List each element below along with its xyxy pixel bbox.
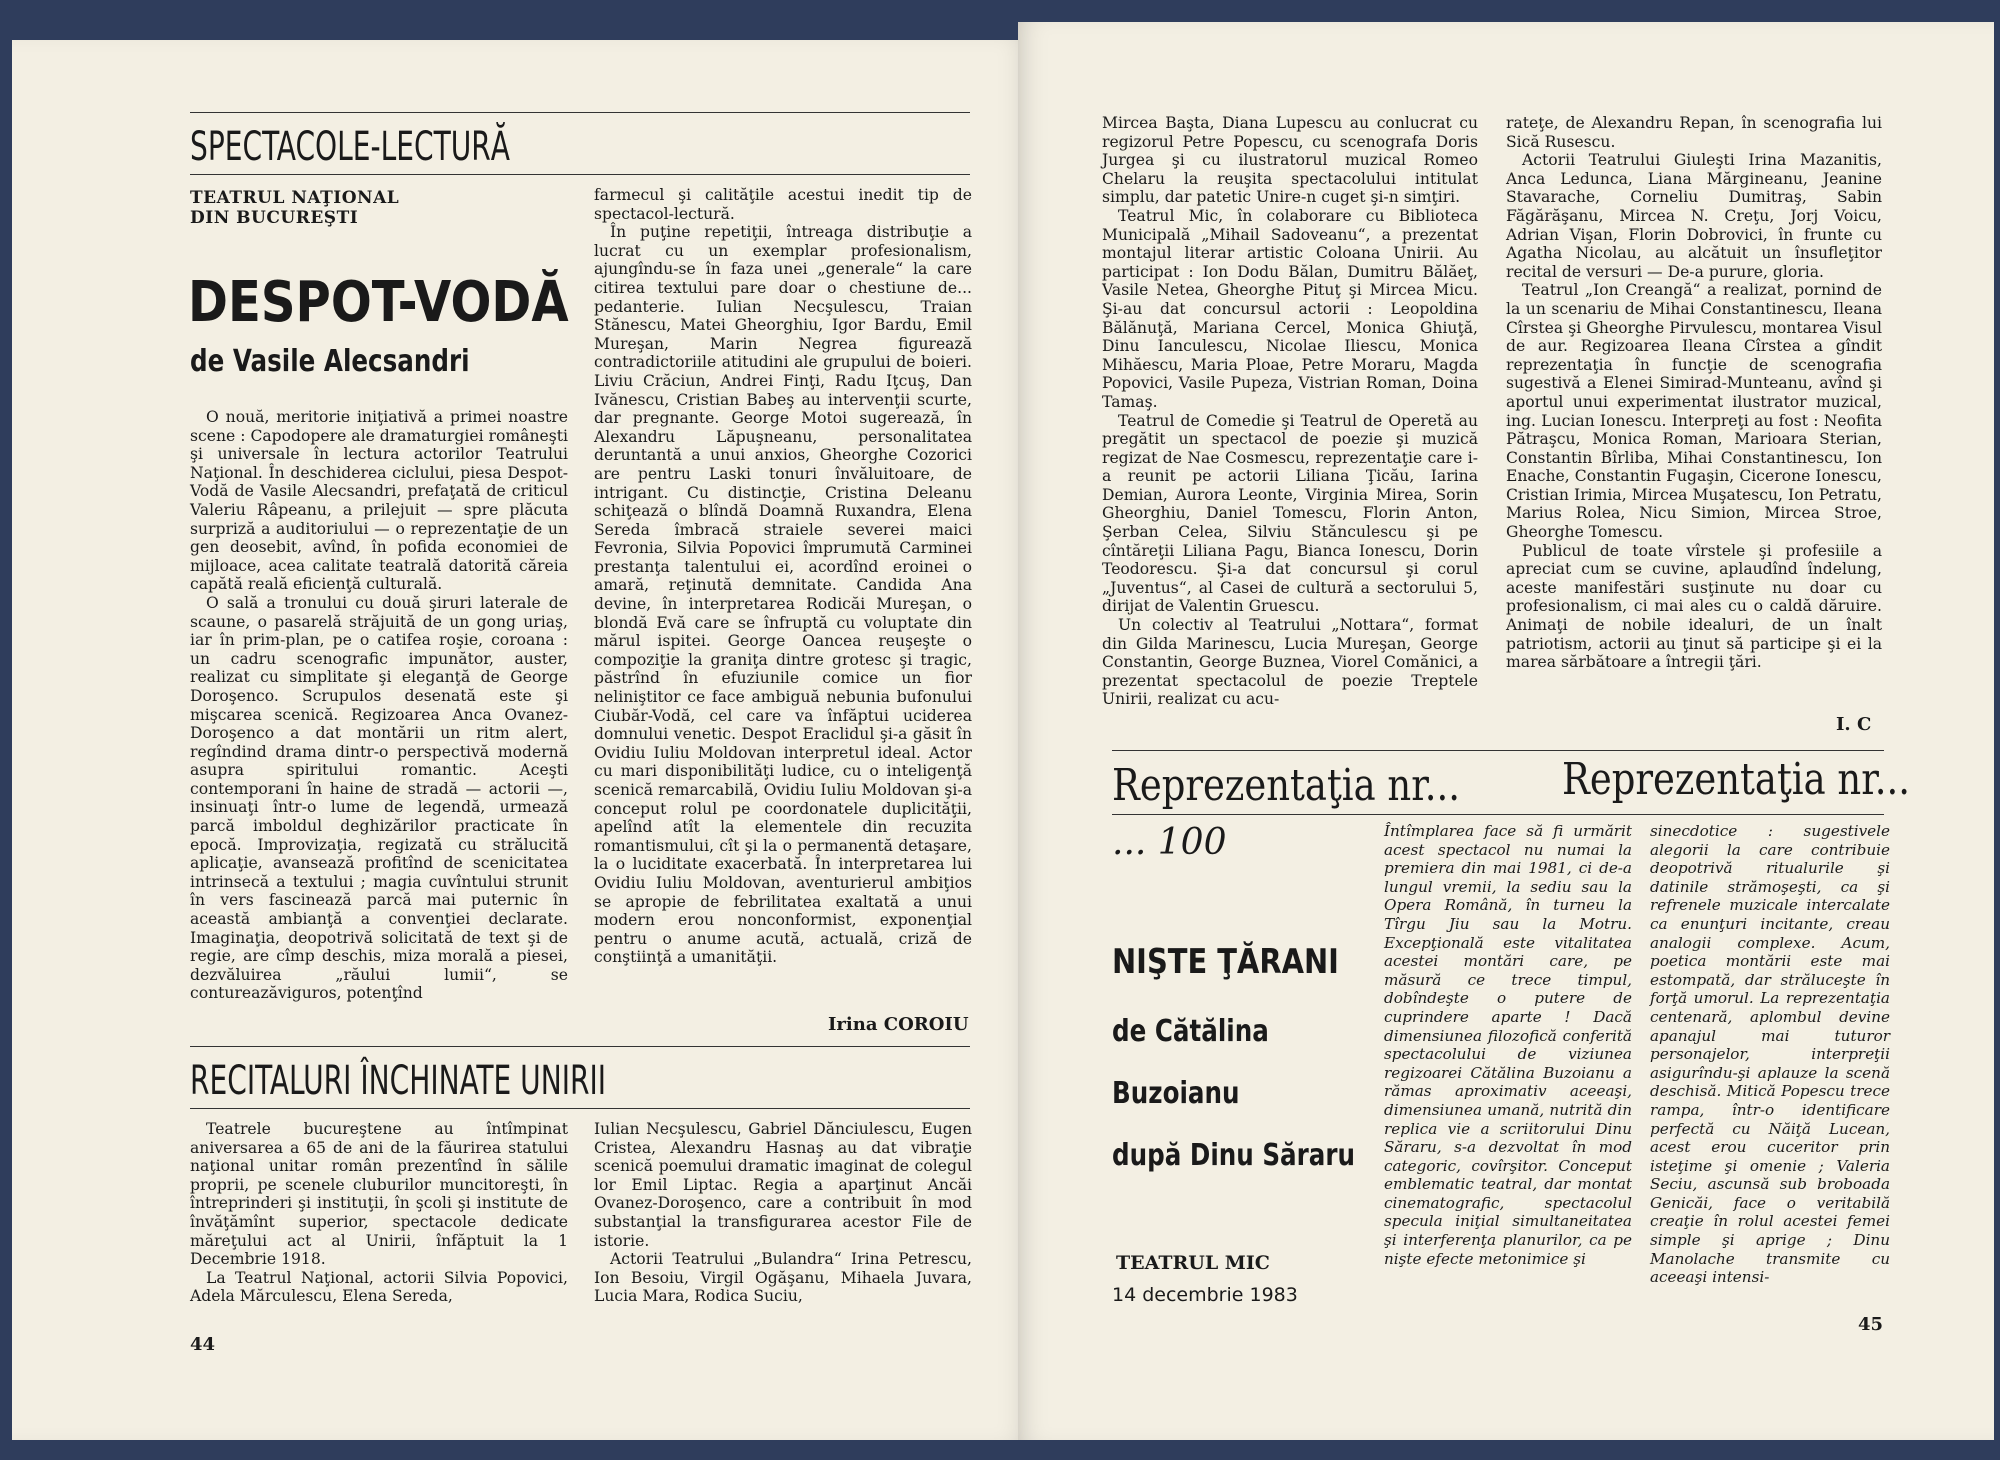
- paragraph: farmecul şi calităţile acestui inedit tip de spectacol-lectură.: [594, 186, 972, 223]
- paragraph: În puţine repetiţii, întreaga distribuţie a lucrat cu un exemplar profesionalism, ajungîndu-se în faza unei „generale“ la care citirea textului pare doar o chestiune de... pedanterie. Iulian Necşulescu, Traian Stănescu, Matei Gheorghiu, Igor Bardu, Emil Mureşan, Marin Negrea figurează contradictoriile atitudini ale grupului de boieri. Liviu Crăciun, Andrei Finţi, Radu Iţcuş, Dan Ivănescu, Cristian Babeş au intervenţii scurte, dar pregnante. George Motoi sugerează, în Alexandru Lăpuşneanu, personalitatea deruntantă a unui anxios, Gheorghe Cozorici are pentru Laski tonuri învăluitoare, de intrigant. Cu distincţie, Cristina Deleanu schiţează o blîndă Doamnă Ruxandra, Elena Sereda îmbracă straiele severei maici Fevronia, Silvia Popovici împrumută Carminei prestanţa talentului ei, acordînd eroinei o amară, reţinută demnitate. Candida Ana devine, în interpretarea Rodicăi Mureşan, o blondă Evă care se înfruptă cu voluptate din mărul ispitei. George Oancea reuşeşte o compoziţie la graniţa dintre grotesc şi tragic, păstrînd în efuziunile comice un fior neliniştitor ce face ambiguă nebunia bufonului Ciubăr-Vodă, cel care va înfăptui uciderea domnului venetic. Despot Eraclidul şi-a găsit în Ovidiu Iuliu Moldovan interpretul ideal. Actor cu mari disponibilităţi ludice, cu o inteligenţă scenică remarcabilă, Ovidiu Iuliu Moldovan şi-a conceput rolul pe coordonatele duplicităţii, apelînd atît la elementele din recuzita romantismului, cît şi la o permanentă detaşare, la o luciditate exacerbată. În interpretarea lui Ovidiu Iuliu Moldovan, aventurierul ambiţios se apropie de febrilitatea exaltată a unui modern erou nonconformist, exponenţial pentru o anume acută, actuală, criză de conştiinţă a umanităţii.: [594, 223, 972, 967]
- venue: TEATRUL MIC: [1116, 1252, 1270, 1274]
- left-page: [12, 40, 1030, 1440]
- section-rule: [190, 174, 970, 175]
- section-heading-recitaluri: RECITALURI ÎNCHINATE UNIRII: [190, 1058, 607, 1104]
- performance-number: ... 100: [1112, 822, 1227, 863]
- article-column-1: [190, 408, 568, 1003]
- paragraph: Mircea Başta, Diana Lupescu au conlucrat cu regizorul Petre Popescu, cu scenografa Doris Jurgea şi cu ilustratorul muzical Romeo Chelaru la reuşita spectacolului intitulat simplu, dar patetic Unire-n cuget şi-n simţiri.: [1102, 114, 1478, 207]
- paragraph: Actorii Teatrului Giuleşti Irina Mazanitis, Anca Ledunca, Liana Mărgineanu, Jeanine Stavarache, Corneliu Dumitraş, Sabin Făgărăşanu, Mircea N. Creţu, Jorj Voicu, Adrian Vişan, Florin Dobrovici, în frunte cu Agatha Nicolau, au alcătuit un însufleţitor recital de versuri — De-a purure, gloria.: [1506, 151, 1882, 281]
- reprezentatia-column-1: [1384, 822, 1632, 1268]
- recitaluri-column-3: [1102, 114, 1478, 709]
- paragraph: Iulian Necşulescu, Gabriel Dănciulescu, Eugen Cristea, Alexandru Hasnaş au dat vibraţie scenică poemului dramatic imaginat de colegul lor Emil Liptac. Regia a aparţinut Ancăi Ovanez-Doroşenco, care a contribuit în mod substanţial la transfigurarea acestor File de istorie.: [594, 1120, 972, 1250]
- paragraph: Teatrele bucureştene au întîmpinat aniversarea a 65 de ani de la făurirea statului naţional unitar român prezentînd în sălile proprii, pe scenele cluburilor muncitoreşti, în întreprinderi şi instituţii, în şcoli şi institute de învăţămînt superior, spectacole dedicate măreţului act al Unirii, înfăptuit la 1 Decembrie 1918.: [190, 1120, 568, 1269]
- paragraph: O sală a tronului cu două şiruri laterale de scaune, o pasarelă străjuită de un gong uriaş, iar în prim-plan, pe o catifea roşie, coroana : un cadru scenografic impunător, auster, realizat cu simplitate şi eleganţă de George Doroşenco. Scrupulos desenată este şi mişcarea scenică. Regizoarea Anca Ovanez-Doroşenco a dat montării un ritm alert, regîndind drama dintr-o perspectivă modernă asupra spiritului romantic. Aceşti contemporani în haine de stradă — actorii —, insinuaţi într-o lume de legendă, urmează parcă imboldul deghizărilor practicate în epocă. Improvizaţia, regizată cu strălucită aplicaţie, avansează profitînd de scenicitatea intrinsecă a textului ; magia cuvîntului strunit în vers fascinează parcă mai puternic în această ambianţă a convenţiei declarate. Imaginaţia, deopotrivă solicitată de text şi de regie, are cîmp deschis, miza morală a piesei, dezvăluirea „răului lumii“, se contureazăviguros, potenţînd: [190, 593, 568, 1003]
- paragraph: Teatrul de Comedie şi Teatrul de Operetă au pregătit un spectacol de poezie şi muzică regizat de Nae Cosmescu, reprezentaţie care i-a reunit pe actorii Liliana Ţicău, Iarina Demian, Aurora Leonte, Virginia Mirea, Sorin Gheorghiu, Daniel Tomescu, Florin Anton, Şerban Celea, Silviu Stănculescu şi pe cîntăreţii Liliana Pagu, Bianca Ionescu, Dorin Teodorescu. Şi-a dat concursul şi corul „Juventus“, al Casei de cultură a sectorului 5, dirijat de Valentin Gruescu.: [1102, 411, 1478, 616]
- recitaluri-column-4: [1506, 114, 1882, 672]
- article-signature: I. C: [1836, 714, 1872, 735]
- page-number: 45: [1858, 1314, 1884, 1335]
- paragraph: Întîmplarea face să fi urmărit acest spectacol nu numai la premiera din mai 1981, ci de-a lungul vremii, la sediu sau la Opera Română, în turneu la Tîrgu Jiu sau la Motru. Excepţională este vitalitatea acestei montări care, pe măsură ce trece timpul, dobîndeşte o putere de cuprindere aparte ! Dacă dimensiunea filozofică conferită spectacolului de viziunea regizoarei Cătălina Buzoianu a rămas aproximativ aceeaşi, dimensiunea umană, nutrită din replica vie a scriitorului Dinu Săraru, s-a dezvoltat în mod categoric, covîrşitor. Conceput emblematic teatral, dar montat cinematografic, spectacolul specula iniţial simultaneitatea şi interferenţa planurilor, ca pe nişte efecte metonimice şi: [1384, 822, 1632, 1268]
- credit-line-2: Buzoianu: [1112, 1076, 1240, 1111]
- credit-line-3: după Dinu Săraru: [1112, 1138, 1356, 1173]
- play-title: NIŞTE ŢĂRANI: [1112, 942, 1339, 982]
- right-page: [1018, 22, 1994, 1440]
- section-rule: [1112, 750, 1884, 751]
- reprezentatia-heading-right: Reprezentaţia nr...: [1562, 754, 1911, 805]
- paragraph: Publicul de toate vîrstele şi profesiile a apreciat cum se cuvine, aplaudînd îndelung, aceste manifestări susţinute nu doar cu profesionalism, ci mai ales cu o caldă dăruire. Animaţi de nobile idealuri, de un înalt patriotism, actorii au ţinut să participe şi ei la marea sărbătoare a întregii ţări.: [1506, 541, 1882, 672]
- theatre-name: [190, 188, 399, 228]
- paragraph: La Teatrul Naţional, actorii Silvia Popovici, Adela Mărculescu, Elena Sereda,: [190, 1268, 568, 1306]
- paragraph: Actorii Teatrului „Bulandra“ Irina Petrescu, Ion Besoiu, Virgil Ogăşanu, Mihaela Juvara, Lucia Mara, Rodica Suciu,: [594, 1250, 972, 1306]
- top-rule: [190, 112, 970, 113]
- paragraph: Un colectiv al Teatrului „Nottara“, format din Gilda Marinescu, Lucia Mureşan, George Constantin, George Buznea, Viorel Comănici, a prezentat spectacolul de poezie Treptele Unirii, realizat cu acu-: [1102, 616, 1478, 709]
- reprezentatia-heading-left: Reprezentaţia nr...: [1112, 760, 1461, 811]
- paragraph: rateţe, de Alexandru Repan, în scenografia lui Sică Rusescu.: [1506, 114, 1882, 151]
- article-column-2: [594, 186, 972, 967]
- theatre-line-2: DIN BUCUREŞTI: [190, 208, 359, 228]
- section-heading-spectacole-lectura: SPECTACOLE-LECTURĂ: [190, 124, 511, 170]
- paragraph: Teatrul Mic, în colaborare cu Biblioteca Municipală „Mihail Sadoveanu“, a prezentat montajul literar artistic Coloana Unirii. Au participat : Ion Dodu Bălan, Dumitru Bălăeţ, Vasile Netea, Gheorghe Pituţ şi Mircea Micu. Şi-au dat concursul actorii : Leopoldina Bălănuţă, Mariana Cercel, Monica Ghiuţă, Dinu Ianculescu, Nicolae Iliescu, Monica Mihăescu, Maria Ploae, Petre Moraru, Magda Popovici, Vasile Pupeza, Vistrian Roman, Doina Tamaş.: [1102, 206, 1478, 411]
- section-rule: [190, 1108, 970, 1109]
- article-byline: de Vasile Alecsandri: [190, 344, 470, 379]
- article-title: DESPOT-VODĂ: [188, 270, 569, 335]
- paragraph: Teatrul „Ion Creangă“ a realizat, pornind de la un scenariu de Mihai Constantinescu, Ileana Cîrstea şi Gheorghe Pirvulescu, montarea Visul de aur. Regizoarea Ileana Cîrstea a gîndit reprezentaţia în funcţie de scenografia sugestivă a Elenei Simirad-Munteanu, avînd şi aportul unui experimentat ilustrator muzical, ing. Lucian Ionescu. Interpreţi au fost : Neofita Pătraşcu, Monica Roman, Marioara Sterian, Constantin Bîrliba, Mihai Constantinescu, Ion Enache, Constantin Fugaşin, Cicerone Ionescu, Cristian Irimia, Mircea Muşatescu, Ion Petratu, Marius Rolea, Nicu Simion, Mircea Stroe, Gheorghe Tomescu.: [1506, 281, 1882, 542]
- theatre-line-1: TEATRUL NAŢIONAL: [190, 188, 400, 208]
- page-number: 44: [190, 1334, 216, 1355]
- reprezentatia-column-2: [1650, 822, 1890, 1287]
- performance-date: 14 decembrie 1983: [1112, 1284, 1298, 1306]
- article-author: Irina COROIU: [828, 1014, 969, 1035]
- paragraph: O nouă, meritorie iniţiativă a primei noastre scene : Capodopere ale dramaturgiei româneşti şi universale în lectura actorilor Teatrului Naţional. În deschiderea ciclului, piesa Despot-Vodă de Vasile Alecsandri, prefaţată de criticul Valeriu Râpeanu, a prilejuit — spre plăcuta surpriză a auditoriului — o reprezentaţie de un gen deosebit, avînd, în pofida economiei de mijloace, acea calitate teatrală datorită căreia capătă reală eficienţă culturală.: [190, 408, 568, 594]
- section-rule: [190, 1046, 970, 1047]
- recitaluri-column-2: [594, 1120, 972, 1306]
- credit-line-1: de Cătălina: [1112, 1014, 1269, 1049]
- section-rule: [1112, 814, 1884, 815]
- recitaluri-column-1: [190, 1120, 568, 1306]
- paragraph: sinecdotice : sugestivele alegorii la care contribuie deopotrivă ritualurile şi datinile strămoşeşti, ca şi refrenele muzicale intercalate ca enunţuri incitante, creau analogii complexe. Acum, poetica montării este mai estompată, dar străluceşte în forţă umorul. La reprezentaţia centenară, aplombul devine apanajul mai tuturor personajelor, interpreţii asigurîndu-şi aplauze la scenă deschisă. Mitică Popescu trece rampa, într-o identificare perfectă cu Năiţă Lucean, acest erou cuceritor prin isteţime şi omenie ; Valeria Seciu, ascunsă sub broboada Genicăi, face o veritabilă creaţie în rolul acestei femei simple şi aprige ; Dinu Manolache transmite cu aceeaşi intensi-: [1650, 822, 1890, 1287]
